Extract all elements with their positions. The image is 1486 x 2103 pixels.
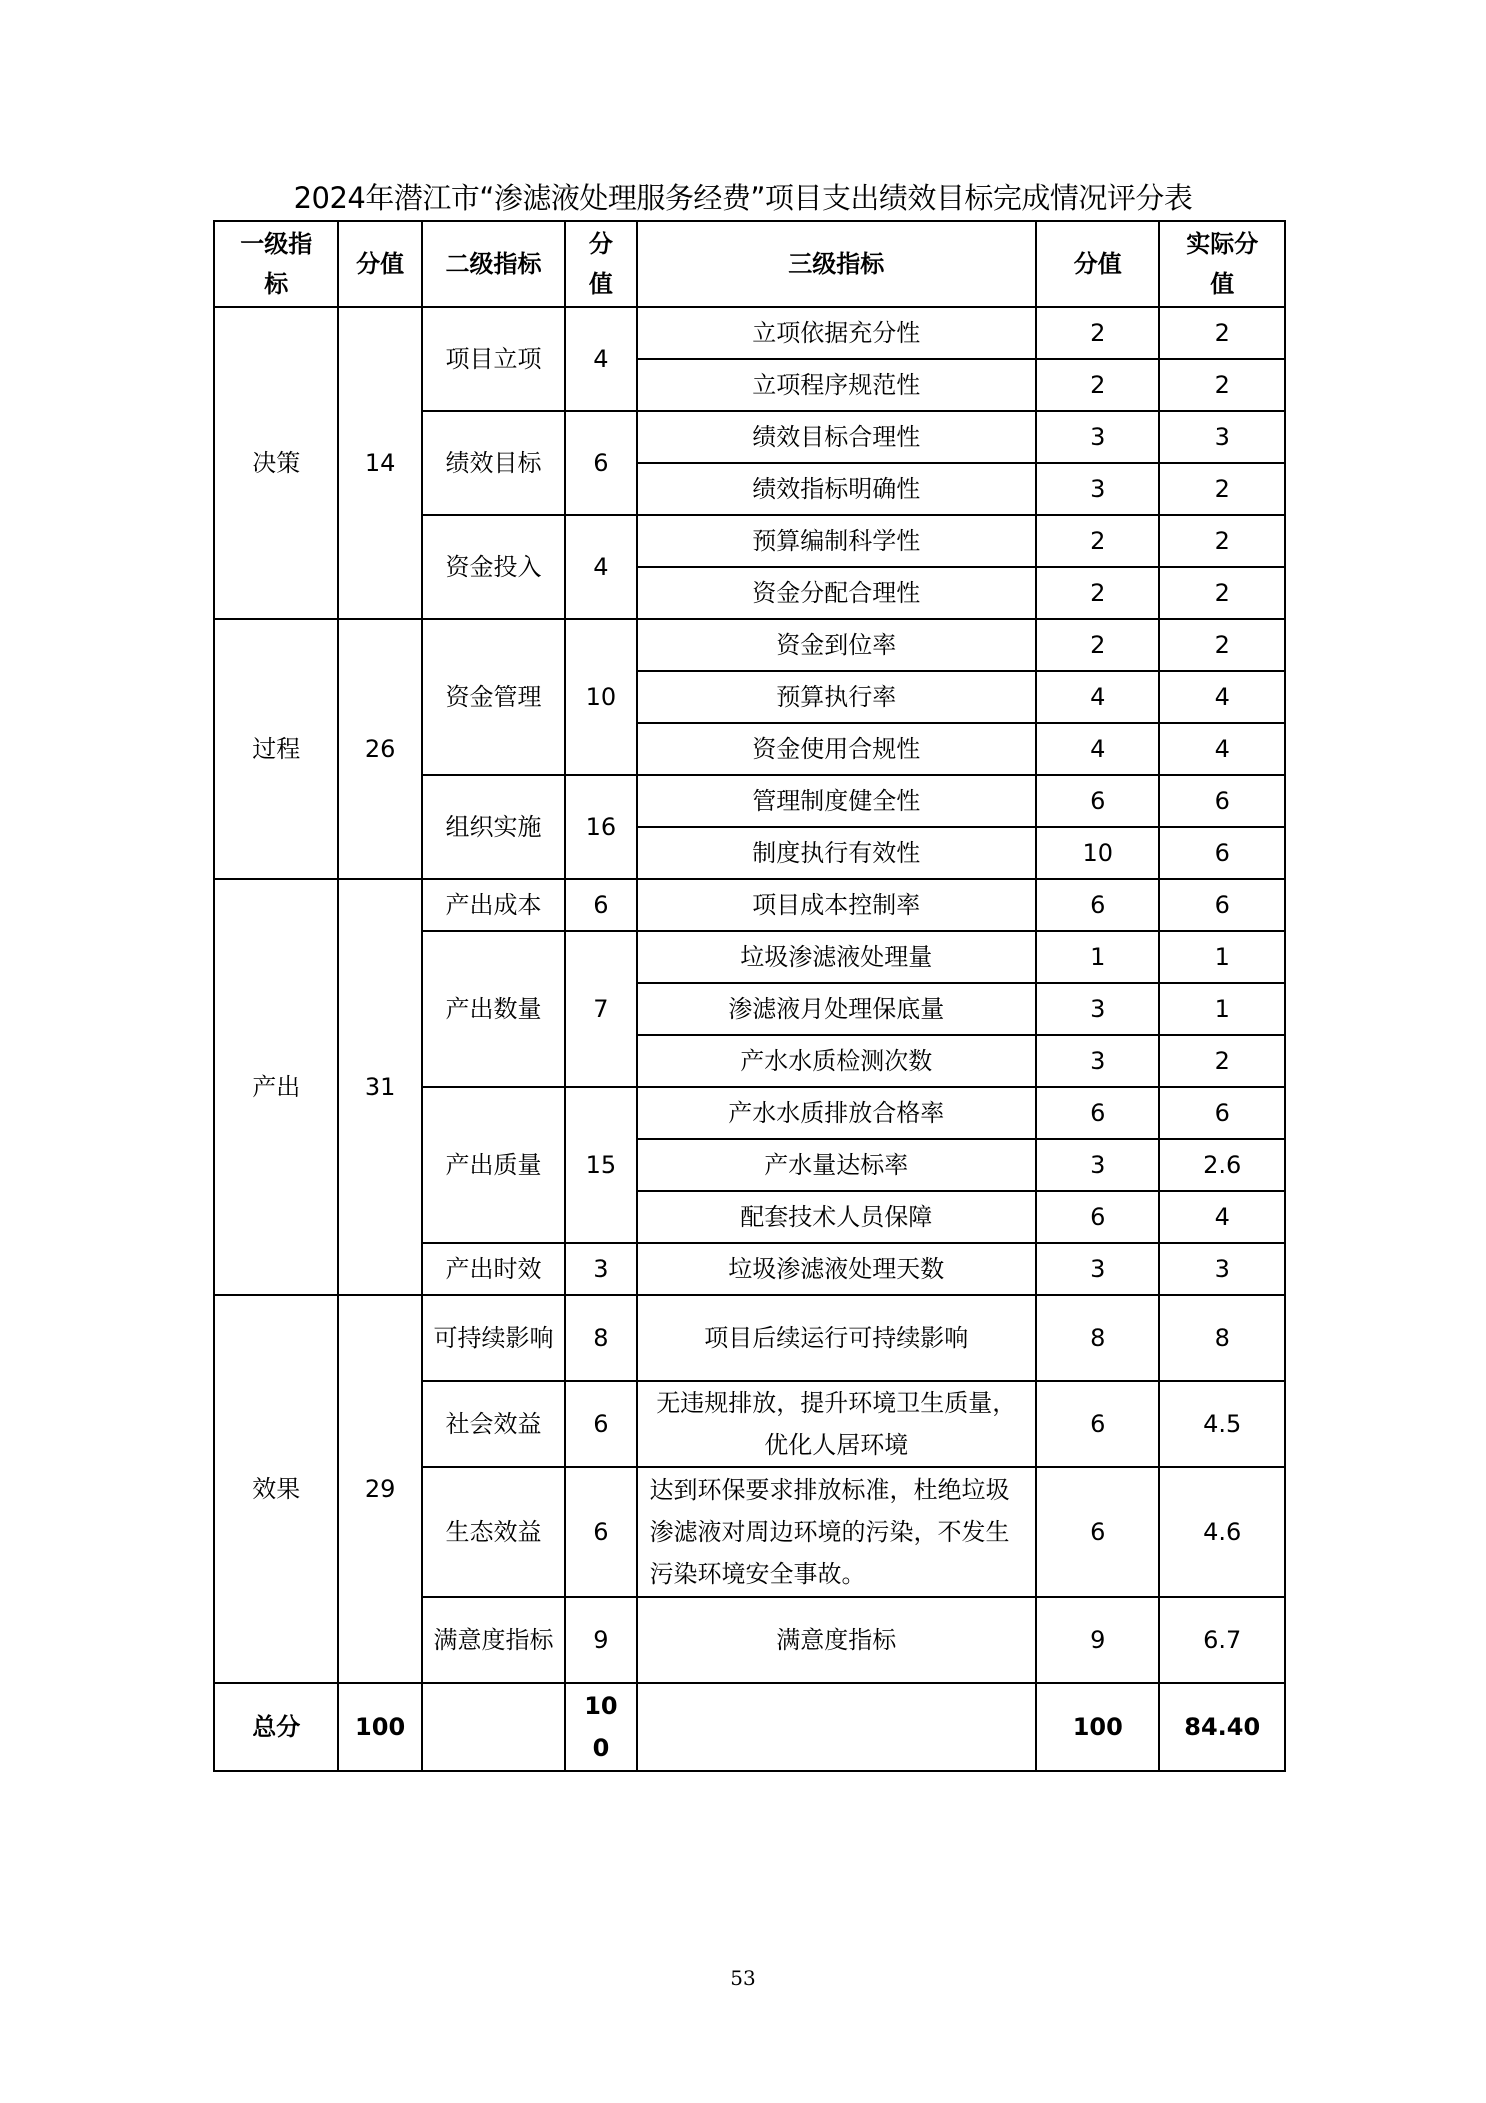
level2-cell: 资金投入 bbox=[422, 515, 566, 619]
actual-score-cell: 2 bbox=[1159, 1035, 1285, 1087]
level3-cell: 资金分配合理性 bbox=[637, 567, 1036, 619]
score-cell: 3 bbox=[1036, 1139, 1159, 1191]
header-score3: 分值 bbox=[1036, 221, 1159, 307]
level1-score-cell: 14 bbox=[338, 307, 421, 619]
score-cell: 6 bbox=[1036, 1087, 1159, 1139]
level2-score-cell: 9 bbox=[565, 1597, 636, 1683]
actual-score-cell: 6 bbox=[1159, 827, 1285, 879]
actual-score-cell: 3 bbox=[1159, 411, 1285, 463]
level3-cell: 立项程序规范性 bbox=[637, 359, 1036, 411]
level1-score-cell: 26 bbox=[338, 619, 421, 879]
actual-score-cell: 4.6 bbox=[1159, 1467, 1285, 1597]
table-row bbox=[214, 619, 1285, 671]
header-actual: 实际分值 bbox=[1159, 221, 1285, 307]
score-cell: 2 bbox=[1036, 515, 1159, 567]
score-cell: 2 bbox=[1036, 359, 1159, 411]
actual-score-cell: 2 bbox=[1159, 463, 1285, 515]
level1-score-cell: 31 bbox=[338, 879, 421, 1295]
actual-score-cell: 1 bbox=[1159, 931, 1285, 983]
level2-cell: 社会效益 bbox=[422, 1381, 566, 1467]
level2-cell: 可持续影响 bbox=[422, 1295, 566, 1381]
level2-cell: 产出数量 bbox=[422, 931, 566, 1087]
header-row bbox=[214, 221, 1285, 307]
level3-cell: 无违规排放，提升环境卫生质量，优化人居环境 bbox=[637, 1381, 1036, 1467]
header-score1: 分值 bbox=[338, 221, 421, 307]
score-cell: 6 bbox=[1036, 1467, 1159, 1597]
score-cell: 8 bbox=[1036, 1295, 1159, 1381]
score-cell: 2 bbox=[1036, 567, 1159, 619]
level2-score-cell: 6 bbox=[565, 1467, 636, 1597]
level2-score-cell: 7 bbox=[565, 931, 636, 1087]
level3-cell: 制度执行有效性 bbox=[637, 827, 1036, 879]
level3-cell: 预算编制科学性 bbox=[637, 515, 1036, 567]
level2-score-cell: 6 bbox=[565, 411, 636, 515]
actual-score-cell: 6 bbox=[1159, 879, 1285, 931]
level3-cell: 立项依据充分性 bbox=[637, 307, 1036, 359]
level3-cell: 项目后续运行可持续影响 bbox=[637, 1295, 1036, 1381]
level2-score-cell: 6 bbox=[565, 879, 636, 931]
score-cell: 3 bbox=[1036, 411, 1159, 463]
level3-cell: 配套技术人员保障 bbox=[637, 1191, 1036, 1243]
level1-cell: 决策 bbox=[214, 307, 338, 619]
score-cell: 6 bbox=[1036, 1191, 1159, 1243]
level1-score-cell: 29 bbox=[338, 1295, 421, 1683]
actual-score-cell: 2 bbox=[1159, 359, 1285, 411]
level2-score-cell: 10 bbox=[565, 619, 636, 775]
score-cell: 10 bbox=[1036, 827, 1159, 879]
actual-score-cell: 2 bbox=[1159, 515, 1285, 567]
total-level1-score: 100 bbox=[338, 1683, 421, 1771]
total-score: 100 bbox=[1036, 1683, 1159, 1771]
table-row bbox=[214, 879, 1285, 931]
score-cell: 2 bbox=[1036, 307, 1159, 359]
score-cell: 3 bbox=[1036, 1243, 1159, 1295]
level3-cell: 产水量达标率 bbox=[637, 1139, 1036, 1191]
level1-cell: 效果 bbox=[214, 1295, 338, 1683]
table-row bbox=[214, 1295, 1285, 1381]
level2-score-cell: 16 bbox=[565, 775, 636, 879]
header-level1: 一级指标 bbox=[214, 221, 338, 307]
actual-score-cell: 1 bbox=[1159, 983, 1285, 1035]
level3-cell: 绩效指标明确性 bbox=[637, 463, 1036, 515]
actual-score-cell: 3 bbox=[1159, 1243, 1285, 1295]
total-actual-score: 84.40 bbox=[1159, 1683, 1285, 1771]
level2-cell: 产出时效 bbox=[422, 1243, 566, 1295]
level3-cell: 垃圾渗滤液处理量 bbox=[637, 931, 1036, 983]
level2-score-cell: 8 bbox=[565, 1295, 636, 1381]
header-level3: 三级指标 bbox=[637, 221, 1036, 307]
page-number: 53 bbox=[730, 1966, 756, 1990]
score-cell: 6 bbox=[1036, 1381, 1159, 1467]
score-cell: 2 bbox=[1036, 619, 1159, 671]
actual-score-cell: 4 bbox=[1159, 671, 1285, 723]
actual-score-cell: 2 bbox=[1159, 307, 1285, 359]
level2-cell: 组织实施 bbox=[422, 775, 566, 879]
header-score2: 分值 bbox=[565, 221, 636, 307]
level1-cell: 产出 bbox=[214, 879, 338, 1295]
page-title: 2024年潜江市“渗滤液处理服务经费”项目支出绩效目标完成情况评分表 bbox=[293, 181, 1193, 215]
level2-cell: 满意度指标 bbox=[422, 1597, 566, 1683]
level3-cell: 项目成本控制率 bbox=[637, 879, 1036, 931]
level1-cell: 过程 bbox=[214, 619, 338, 879]
level3-cell: 垃圾渗滤液处理天数 bbox=[637, 1243, 1036, 1295]
total-level2-empty bbox=[422, 1683, 566, 1771]
score-cell: 6 bbox=[1036, 775, 1159, 827]
level2-cell: 项目立项 bbox=[422, 307, 566, 411]
total-label: 总分 bbox=[214, 1683, 338, 1771]
score-cell: 9 bbox=[1036, 1597, 1159, 1683]
level3-cell: 资金使用合规性 bbox=[637, 723, 1036, 775]
score-cell: 3 bbox=[1036, 1035, 1159, 1087]
level2-cell: 产出成本 bbox=[422, 879, 566, 931]
actual-score-cell: 2 bbox=[1159, 619, 1285, 671]
score-cell: 3 bbox=[1036, 983, 1159, 1035]
level3-cell: 预算执行率 bbox=[637, 671, 1036, 723]
score-cell: 4 bbox=[1036, 723, 1159, 775]
score-cell: 1 bbox=[1036, 931, 1159, 983]
level3-cell: 产水水质检测次数 bbox=[637, 1035, 1036, 1087]
level3-cell: 绩效目标合理性 bbox=[637, 411, 1036, 463]
level2-score-cell: 6 bbox=[565, 1381, 636, 1467]
actual-score-cell: 4.5 bbox=[1159, 1381, 1285, 1467]
level2-score-cell: 15 bbox=[565, 1087, 636, 1243]
score-table bbox=[213, 220, 1286, 1772]
total-level3-empty bbox=[637, 1683, 1036, 1771]
level2-score-cell: 4 bbox=[565, 307, 636, 411]
actual-score-cell: 6 bbox=[1159, 775, 1285, 827]
level3-cell: 资金到位率 bbox=[637, 619, 1036, 671]
level3-cell: 渗滤液月处理保底量 bbox=[637, 983, 1036, 1035]
actual-score-cell: 8 bbox=[1159, 1295, 1285, 1381]
score-cell: 4 bbox=[1036, 671, 1159, 723]
score-cell: 3 bbox=[1036, 463, 1159, 515]
level2-score-cell: 3 bbox=[565, 1243, 636, 1295]
level2-cell: 生态效益 bbox=[422, 1467, 566, 1597]
table-row bbox=[214, 307, 1285, 359]
actual-score-cell: 4 bbox=[1159, 723, 1285, 775]
level3-cell: 达到环保要求排放标准，杜绝垃圾渗滤液对周边环境的污染，不发生污染环境安全事故。 bbox=[637, 1467, 1036, 1597]
actual-score-cell: 2 bbox=[1159, 567, 1285, 619]
level2-score-cell: 4 bbox=[565, 515, 636, 619]
level3-cell: 产水水质排放合格率 bbox=[637, 1087, 1036, 1139]
level2-cell: 资金管理 bbox=[422, 619, 566, 775]
level3-cell: 管理制度健全性 bbox=[637, 775, 1036, 827]
level2-cell: 产出质量 bbox=[422, 1087, 566, 1243]
actual-score-cell: 4 bbox=[1159, 1191, 1285, 1243]
total-level2-score: 100 bbox=[565, 1683, 636, 1771]
actual-score-cell: 6 bbox=[1159, 1087, 1285, 1139]
level3-cell: 满意度指标 bbox=[637, 1597, 1036, 1683]
header-level2: 二级指标 bbox=[422, 221, 566, 307]
actual-score-cell: 2.6 bbox=[1159, 1139, 1285, 1191]
total-row bbox=[214, 1683, 1285, 1771]
level2-cell: 绩效目标 bbox=[422, 411, 566, 515]
actual-score-cell: 6.7 bbox=[1159, 1597, 1285, 1683]
score-cell: 6 bbox=[1036, 879, 1159, 931]
